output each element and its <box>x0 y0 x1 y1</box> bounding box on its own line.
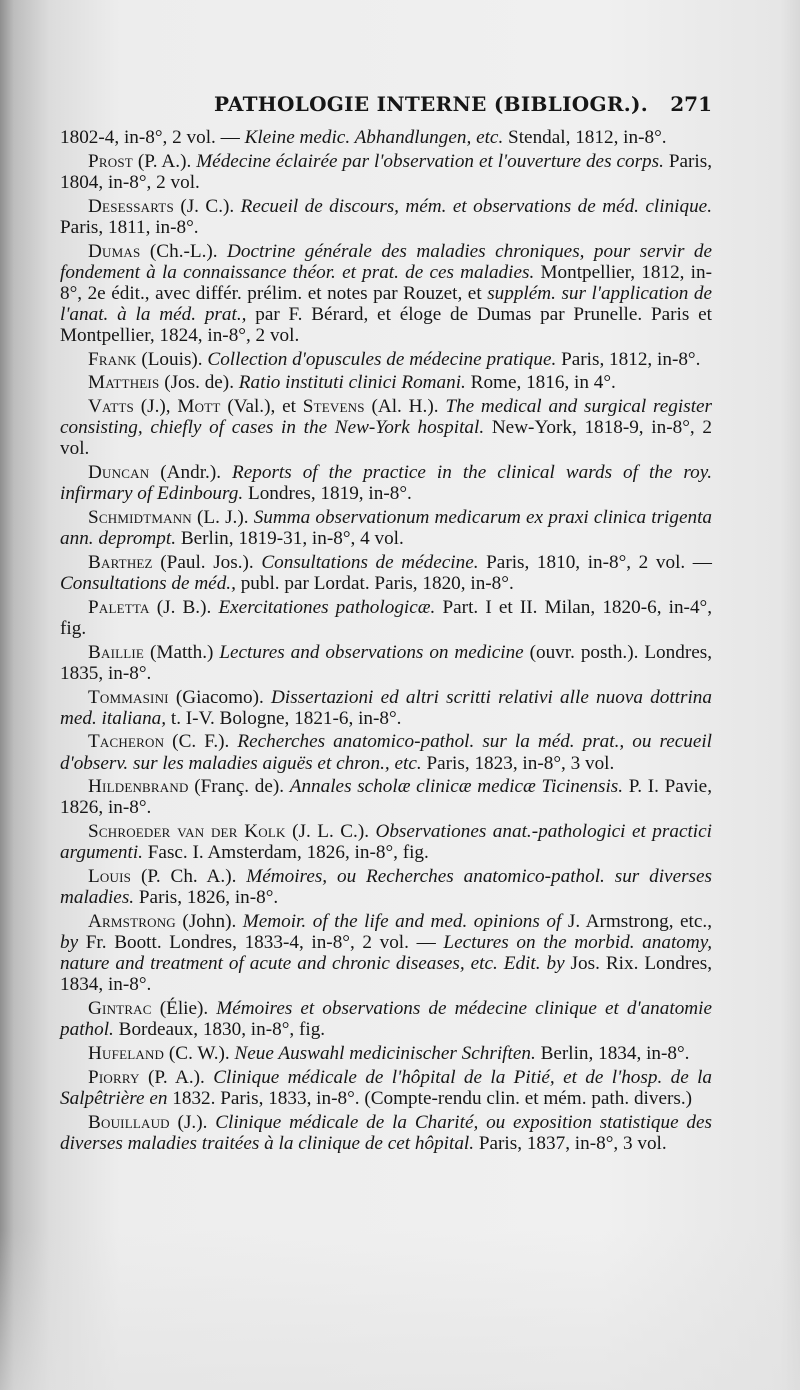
work-title: Collection d'opuscules de médecine pratique. <box>207 348 557 370</box>
entry-text: (P. Ch. A.). <box>131 866 247 888</box>
entry-text: J. Armstrong, etc., <box>561 910 713 932</box>
entry-text: (P. A.). <box>139 1066 214 1088</box>
author-name: Hildenbrand <box>88 776 189 798</box>
author-name: Tacheron <box>88 731 165 753</box>
entry-text: (Matth.) <box>144 641 220 663</box>
entry-text: Berlin, 1819-31, in-8°, 4 vol. <box>176 528 404 550</box>
entry-text: (Paul. Jos.). <box>152 551 262 573</box>
entry-text: (J. L. C.). <box>285 821 376 843</box>
bibliography-entry <box>60 1043 712 1064</box>
author-name: Barthez <box>88 551 153 573</box>
work-title: Ratio instituti clinici Romani. <box>238 372 466 394</box>
author-name: Prost <box>88 150 133 172</box>
author-name: Duncan <box>88 462 150 484</box>
work-title: Lectures on the morbid. anatomy, nature and treatment of acute and chronic diseases, etc. Edit. by <box>60 932 712 975</box>
bibliography-entry <box>60 597 712 639</box>
bibliography-entry <box>60 196 712 238</box>
author-name: Piorry <box>88 1066 140 1088</box>
entry-text: Paris, 1810, in-8°, 2 vol. — <box>478 551 712 573</box>
entry-text: Paris, 1804, in-8°, 2 vol. <box>60 150 713 193</box>
author-name: Paletta <box>88 596 150 618</box>
bibliography-entry <box>60 998 712 1040</box>
entry-text: (Andr.). <box>149 462 233 484</box>
work-title: Annales scholæ clinicæ medicæ Ticinensis. <box>289 776 624 798</box>
entry-text: Montpellier, 1812, in-8°, 2e édit., avec différ. prélim. et notes par Rouzet, et <box>60 261 712 304</box>
work-title: Clinique médicale de l'hôpital de la Pitié, et de l'hosp. de la Salpêtrière en <box>60 1066 712 1109</box>
bibliography-entry <box>60 731 712 773</box>
entry-text: Stendal, 1812, in-8°. <box>503 127 667 148</box>
entry-text: (C. F.). <box>164 731 238 753</box>
work-title: Consultations de méd., <box>60 573 236 595</box>
work-title: Médecine éclairée par l'observation et l'ouverture des corps. <box>196 150 664 172</box>
entry-text: (Jos. de). <box>159 372 239 394</box>
page-shadow <box>0 1230 800 1390</box>
bibliography-entry <box>60 151 712 193</box>
author-name: Stevens <box>302 396 365 418</box>
entry-text: par F. Bérard, et éloge de Dumas par Prunelle. Paris et Montpellier, 1824, in-8°, 2 vol. <box>60 303 712 346</box>
entry-text: Part. I et II. Milan, 1820-6, in-4°, fig. <box>60 596 713 639</box>
bibliography-entry <box>60 462 712 504</box>
author-name: Gintrac <box>88 998 152 1020</box>
entry-text: (P. A.). <box>132 150 197 172</box>
author-name: Vatts <box>88 396 134 418</box>
entry-text: Fr. Boott. Londres, 1833-4, in-8°, 2 vol. — <box>78 932 444 954</box>
work-title: Mémoires et observations de médecine clinique et d'anatomie pathol. <box>60 998 712 1041</box>
entry-text: Bordeaux, 1830, in-8°, fig. <box>113 1019 326 1041</box>
bibliography-entry <box>60 372 712 393</box>
author-name: Tommasini <box>88 686 169 708</box>
entry-text: publ. par Lordat. Paris, 1820, in-8°. <box>235 573 514 595</box>
work-title: supplém. sur l'application de l'anat. à la méd. prat., <box>60 282 712 325</box>
running-head: PATHOLOGIE INTERNE (BIBLIOGR.). <box>214 92 649 116</box>
entry-text: (John). <box>175 910 243 932</box>
entry-text: Londres, 1819, in-8°. <box>243 483 412 505</box>
entry-text: (Val.), et <box>220 396 303 418</box>
work-title: Observationes anat.-pathologici et practici argumenti. <box>60 821 712 864</box>
entry-text: Paris, 1823, in-8°, 3 vol. <box>421 752 615 774</box>
work-title: The medical and surgical register consisting, chiefly of cases in the New-York hospital. <box>60 396 713 439</box>
author-name: Armstrong <box>88 910 176 932</box>
bibliography-entry <box>60 821 712 863</box>
entry-text: Rome, 1816, in 4°. <box>465 372 616 394</box>
entry-text: (Al. H.). <box>364 396 446 418</box>
bibliography-entry <box>60 396 712 459</box>
work-title: Consultations de médecine. <box>261 551 479 573</box>
entry-text: Paris, 1811, in-8°. <box>60 216 199 238</box>
bibliography-entry <box>60 127 712 148</box>
author-name: Schmidtmann <box>88 507 192 529</box>
entry-text: t. I-V. Bologne, 1821-6, in-8°. <box>166 707 402 729</box>
bibliography-entry <box>60 241 712 346</box>
work-title: Reports of the practice in the clinical wards of the roy. infirmary of Edinbourg. <box>60 462 712 505</box>
author-name: Dumas <box>88 240 141 262</box>
work-title: Exercitationes pathologicæ. <box>218 596 436 618</box>
work-title: Lectures and observations on medicine <box>219 641 524 663</box>
entry-text: (L. J.). <box>191 507 254 529</box>
entry-text: (ouvr. posth.). Londres, 1835, in-8°. <box>60 641 712 684</box>
entry-text: (Louis). <box>136 348 208 370</box>
author-name: Baillie <box>88 641 145 663</box>
entry-text: Jos. Rix. Londres, 1834, in-8°. <box>60 953 713 996</box>
bibliography-entry <box>60 349 712 370</box>
work-title: Kleine medic. Abhandlungen, etc. <box>244 127 504 148</box>
bibliography-entry <box>60 911 712 995</box>
bibliography-entry <box>60 687 712 729</box>
author-name: Hufeland <box>88 1042 165 1064</box>
entry-text: Fasc. I. Amsterdam, 1826, in-8°, fig. <box>142 842 429 864</box>
work-title: Neue Auswahl medicinischer Schriften. <box>234 1042 536 1064</box>
entry-text: 1802-4, in-8°, 2 vol. — <box>60 127 245 148</box>
author-name: Frank <box>88 348 137 370</box>
bibliography-entry <box>60 552 712 594</box>
bibliography-list <box>60 127 712 1156</box>
page-number: 271 <box>670 92 712 116</box>
author-name: Schroeder van der Kolk <box>88 821 286 843</box>
entry-text: P. I. Pavie, 1826, in-8°. <box>60 776 712 819</box>
entry-text: (J.), <box>133 396 178 418</box>
entry-text: 1832. Paris, 1833, in-8°. (Compte-rendu clin. et mém. path. divers.) <box>167 1087 693 1109</box>
work-title: Clinique médicale de la Charité, ou exposition statistique des diverses maladies traitées à la clinique de cet hôpital. <box>60 1111 713 1154</box>
entry-text: (Giacomo). <box>168 686 272 708</box>
entry-text: New-York, 1818-9, in-8°, 2 vol. <box>60 417 712 460</box>
work-title: Summa observationum medicarum ex praxi clinica trigenta ann. deprompt. <box>60 507 713 550</box>
entry-text: (Franç. de). <box>188 776 290 798</box>
author-name: Louis <box>88 866 132 888</box>
author-name: Mattheis <box>88 372 160 394</box>
author-name: Mott <box>177 396 221 418</box>
work-title: Recueil de discours, mém. et observations de méd. clinique. <box>240 195 712 217</box>
work-title: by <box>60 932 79 954</box>
author-name: Desessarts <box>88 195 174 217</box>
entry-text: (Élie). <box>151 998 217 1020</box>
entry-text: Paris, 1826, in-8°. <box>134 887 279 909</box>
bibliography-entry <box>60 642 712 684</box>
entry-text: (C. W.). <box>164 1042 235 1064</box>
entry-text: (J. B.). <box>149 596 219 618</box>
entry-text: Berlin, 1834, in-8°. <box>535 1042 690 1064</box>
entry-text: Paris, 1812, in-8°. <box>556 348 701 370</box>
bibliography-entry <box>60 1067 712 1109</box>
author-name: Bouillaud <box>88 1111 170 1133</box>
work-title: Mémoires, ou Recherches anatomico-pathol. sur diverses maladies. <box>60 866 713 909</box>
bibliography-entry <box>60 1112 712 1154</box>
bibliography-entry <box>60 776 712 818</box>
work-title: Doctrine générale des maladies chroniques, pour servir de fondement à la connaissance théor. et prat. de ces maladies. <box>60 240 712 283</box>
entry-text: (J. C.). <box>173 195 241 217</box>
entry-text: (Ch.-L.). <box>140 240 228 262</box>
entry-text: (J.). <box>169 1111 216 1133</box>
bibliography-entry <box>60 507 712 549</box>
entry-text: Paris, 1837, in-8°, 3 vol. <box>474 1132 667 1154</box>
work-title: Recherches anatomico-pathol. sur la méd. prat., ou recueil d'observ. sur les maladies aiguës et chron., etc. <box>60 731 712 774</box>
work-title: Dissertazioni ed altri scritti relativi alle nuova dottrina med. italiana, <box>60 686 712 729</box>
work-title: Memoir. of the life and med. opinions of <box>242 910 562 932</box>
bibliography-entry <box>60 866 712 908</box>
